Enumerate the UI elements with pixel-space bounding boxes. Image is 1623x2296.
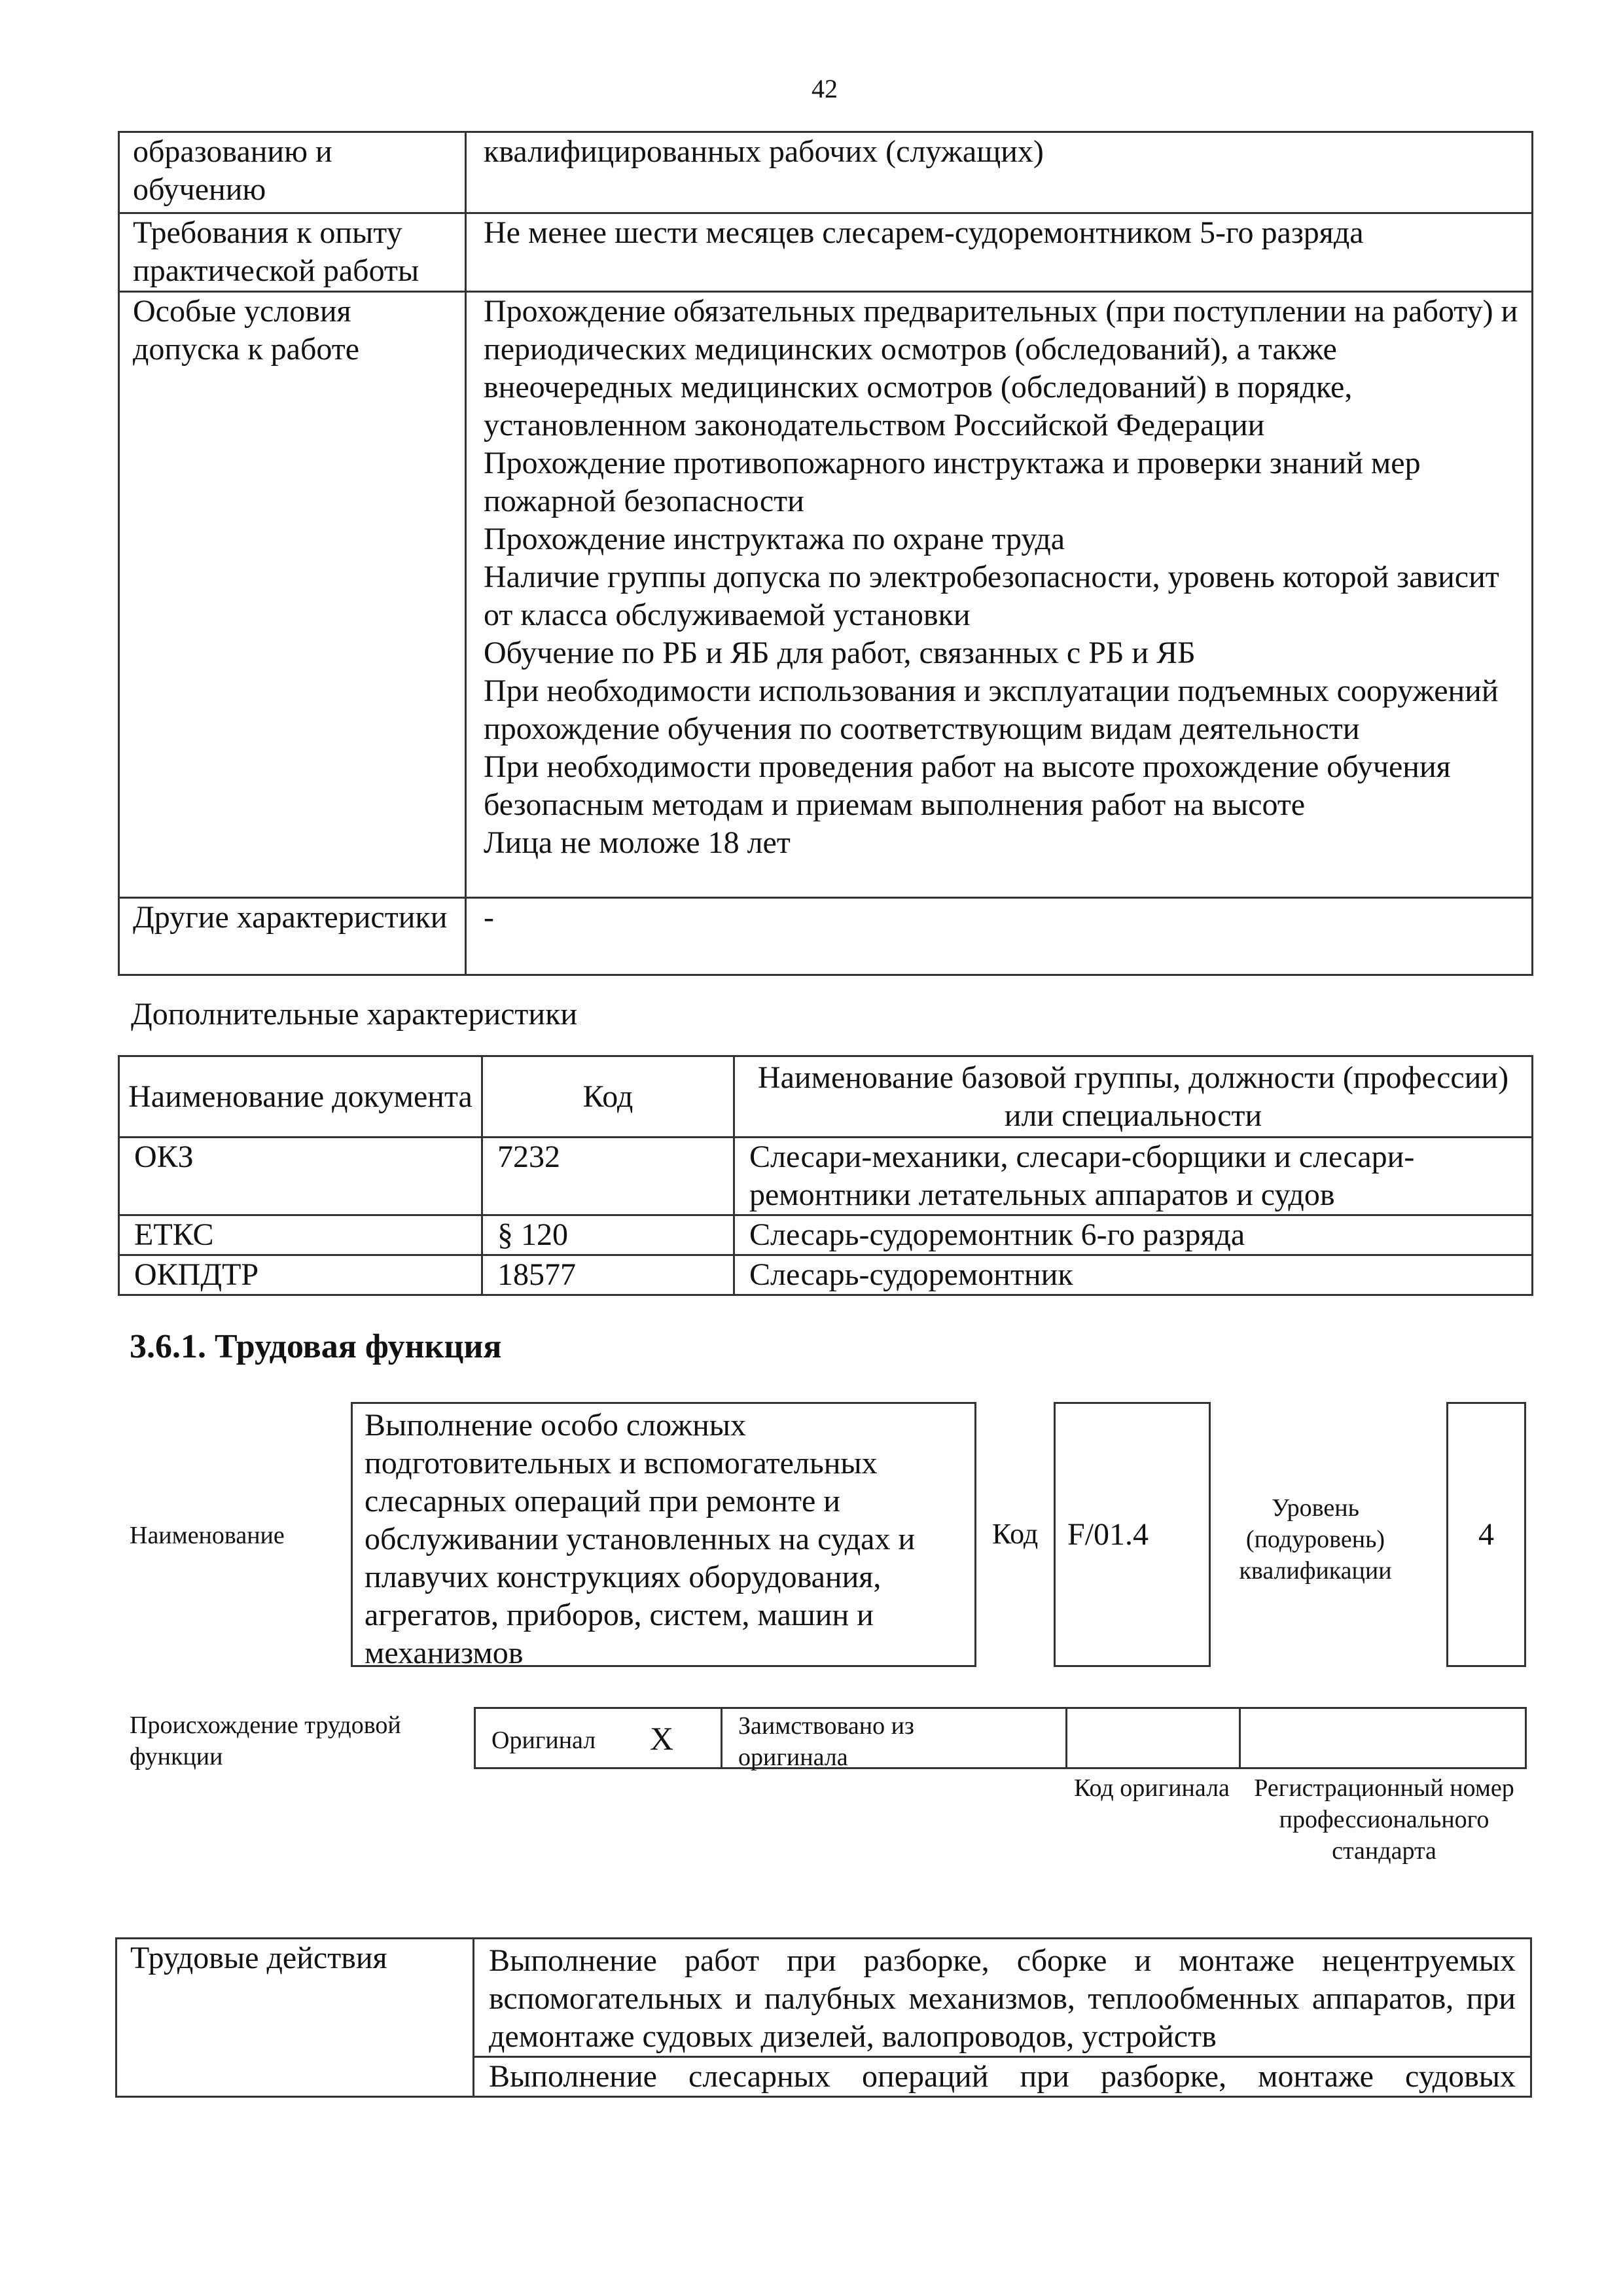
origin-code-cell [1065,1707,1241,1769]
condition-item: При необходимости использования и эксплуатации подъемных сооружений прохождение обучения по соответствующим видам деятельности [484,673,1499,746]
function-code-label: Код [992,1518,1039,1550]
origin-original-label: Оригинал [491,1727,596,1754]
table-cell: Слесари-механики, слесари-сборщики и слесари-ремонтники летательных аппаратов и судов [734,1138,1533,1215]
labor-action-item: Выполнение работ при разборке, сборке и монтаже нецентруемых вспомогательных и палубных механизмов, теплообменных аппаратов, при демонтаже судовых дизелей, валопроводов, устройств [474,1939,1531,2057]
origin-borrowed-cell [721,1707,1067,1769]
origin-borrowed-label: Заимствовано из оригинала [738,1712,914,1771]
header-cell: Наименование документа [119,1056,482,1138]
page-number: 42 [812,74,838,103]
function-name-label: Наименование [130,1522,285,1549]
table-row [119,1138,1533,1215]
row-value: Не менее шести месяцев слесарем-судоремонтником 5-го разряда [466,213,1533,292]
condition-item: Наличие группы допуска по электробезопасности, уровень которой зависит от класса обслуживаемой установки [484,560,1499,632]
condition-item: Прохождение обязательных предварительных (при поступлении на работу) и периодических медицинских осмотров (обследований), а также внеочередных медицинских осмотров (обследований) в порядке, установленном законодательством Российской Федерации [484,294,1518,442]
table-cell: ЕТКС [119,1215,482,1255]
qualification-table [118,131,1533,976]
origin-original-cell [474,1707,722,1769]
condition-item: При необходимости проведения работ на высоте прохождение обучения безопасным методам и приемам выполнения работ на высоте [484,749,1451,822]
table-cell: Слесарь-судоремонтник 6-го разряда [734,1215,1533,1255]
function-name-box [351,1402,976,1670]
row-value-list [466,292,1533,898]
table-cell: § 120 [482,1215,734,1255]
condition-item: Лица не моложе 18 лет [484,825,791,860]
section-title: 3.6.1. Трудовая функция [130,1328,502,1365]
header-cell: Код [482,1056,734,1138]
row-value: - [466,898,1533,975]
table-cell: 7232 [482,1138,734,1215]
origin-label: Происхождение трудовой функции [130,1712,401,1770]
table-row [119,292,1533,898]
row-value: квалифицированных рабочих (служащих) [466,132,1533,213]
condition-item: Обучение по РБ и ЯБ для работ, связанных с РБ и ЯБ [484,636,1196,670]
table-cell: Слесарь-судоремонтник [734,1255,1533,1295]
labor-action-item: Выполнение слесарных операций при разборке, монтаже судовых [474,2057,1531,2097]
table-cell: ОКПДТР [119,1255,482,1295]
table-row [119,1215,1533,1255]
table-cell: 18577 [482,1255,734,1295]
table-row [116,1939,1531,2057]
table-cell: ОКЗ [119,1138,482,1215]
header-cell: Наименование базовой группы, должности (профессии) или специальности [734,1056,1533,1138]
table-header-row [119,1056,1533,1138]
labor-actions-table [115,1937,1532,2098]
condition-item: Прохождение противопожарного инструктажа и проверки знаний мер пожарной безопасности [484,446,1421,518]
table-row [119,898,1533,975]
additional-title: Дополнительные характеристики [131,997,578,1031]
origin-code-caption: Код оригинала [1074,1774,1230,1802]
additional-table [118,1055,1533,1296]
origin-original-mark: X [650,1720,674,1757]
qualification-level-label: Уровень (подуровень) квалификации [1239,1494,1392,1585]
function-code-value: F/01.4 [1067,1517,1149,1552]
origin-reg-number-cell [1239,1707,1527,1769]
qualification-level-value: 4 [1478,1517,1494,1552]
origin-reg-number-caption: Регистрационный номер профессионального стандарта [1254,1774,1514,1865]
function-code-box [1054,1402,1211,1667]
condition-item: Прохождение инструктажа по охране труда [484,522,1065,556]
function-name-value: Выполнение особо сложных подготовительных и вспомогательных слесарных операций при ремонте и обслуживании установленных на судах и плавучих конструкциях оборудования, агрегатов, приборов, систем, машин и механизмов [365,1408,916,1670]
table-row [119,132,1533,213]
row-label: Особые условия допуска к работе [119,292,466,898]
table-row [119,1255,1533,1295]
table-row [119,213,1533,292]
qualification-level-box [1446,1402,1526,1667]
row-label: образованию и обучению [119,132,466,213]
labor-actions-label: Трудовые действия [116,1939,474,2097]
row-label: Другие характеристики [119,898,466,975]
row-label: Требования к опыту практической работы [119,213,466,292]
